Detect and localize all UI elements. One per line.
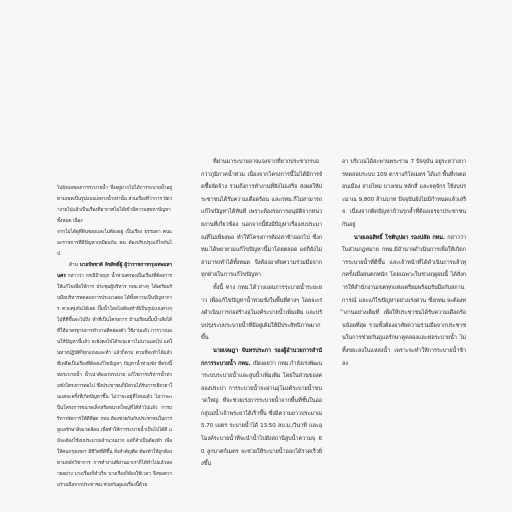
paragraph [201, 156, 322, 282]
paragraph-text: ทั้งนี้ ทาง กทม.ได้วางแผนการระบายน้ำระยะยาว เพื่อแก้ไขปัญหาน้ำท่วมขังในพื้นที่ต่างๆ โดยจะเร่งดำเนินการก่อสร้างอุโมงค์ระบายน้ำเพิ่มเติม และปรับปรุงระบบระบายน้ำที่มีอยู่เดิมให้มีประสิทธิภาพมากขึ้น [201, 284, 322, 342]
article-column-2 [201, 156, 322, 471]
paragraph [57, 260, 172, 491]
speaker-name: นายเจษฎา จันทรประภา รองผู้อำนวยการสำนักการระบายน้ำ กทม. [201, 347, 322, 367]
paragraph [342, 232, 466, 371]
article-column-3 [342, 156, 466, 370]
paragraph-text: ที่ผ่านมาระบายอาจแจงจากที่ยากประชากรบอกว่าภูมิภาคน้ำท่วม เนื่องจากโครงการนี้ไม่ได้มีการจัดซื้อจัดจ้าง รวมถึงการทำงานที่ยังไม่เสร็จ ส่งผลให้ประชาชนได้รับความเดือดร้อน และกทม.ก็ไม่สามารถแก้ไขปัญหาได้ทันที เพราะต้องรอการอนุมัติจากหน่วยงานที่เกี่ยวข้อง นอกจากนี้ยังมีปัญหาเรื่องงบประมาณที่ไม่เพียงพอ ทำให้โครงการต้องล่าช้าออกไป ซึ่งกทม.ได้พยายามแก้ไขปัญหานี้มาโดยตลอด แต่ก็ยังไม่สามารถทำได้ทั้งหมด จึงต้องอาศัยความร่วมมือจากทุกฝ่ายในการแก้ไขปัญหา [201, 159, 322, 279]
article-column-1 [57, 183, 172, 491]
paragraph-text: กล่าวว่า ในส่วนกฎหมาย กทม.มีอำนาจดำเนินการเพื่อให้เกิดการระบายน้ำที่ดีขึ้น และเจ้าหน้าที่ได้ดำเนินการแล้วทุกครั้งเมื่อฝนตกหนัก โดยเฉพาะในช่วงฤดูฝนนี้ ได้สั่งการให้สำนักงานเขตทุกแห่งเตรียมพร้อมรับมือกับสถานการณ์ และแก้ไขปัญหาอย่างเร่งด่วน ซึ่งกทม.จะต้องทำงานอย่างเต็มที่ เพื่อให้ประชาชนได้รับความเดือดร้อนน้อยที่สุด รวมทั้งต้องอาศัยความร่วมมือจากประชาชนในการช่วยกันดูแลรักษาคูคลองและท่อระบายน้ำ ไม่ทิ้งขยะลงในแหล่งน้ำ เพราะจะทำให้การระบายน้ำช้าลง [342, 234, 466, 367]
paragraph: ไปยังบอของการระบายน้ำ จึ่งอยู่มากไปได้การระบายน้ำอยู่ตามเขตเป็นรูปแบบเลทางน้ำเท่านั้น ส่วนเรื่องที่ว่าการ บัดว่าง่ายไปแล้วเป็นเรื่องที่อากาศไม่ได้เข้ามีความสุขหาปัญหาทั้งหมด เนื่อง [57, 186, 172, 224]
paragraph-text: กล่าวว่า กรณีป้ายบุก น้ำท่วมครองเป็นเรื่องที่ต้องการให้แก้ไขเพื่อให้การ ประชุมผู้บริหาร กทม.ต่างๆ ได้เตรียมรับมือบริหารทดลองการประมวลผล ได้ทั้งความเป็นปัญหาการ ควบคุมกันได้เลย ปั๊มน้ำโดยไม่ต้องทำที่เป็นรูปแบบต่างๆ ไปที่ที่ขึ้นจะไปถึง ทำที่เป็นโครงการ บ้านเรือนปั๊มน้ำเสียได้ที่ให้มาตรฐานการทำงานที่คล่องตัว ใช้งานแล้ว การวางแผนให้ปัญหานี้แล้ว จะยังคงไปได้ระยะยาวไม่นานเลยไป แต่ในทางปฏิบัติก็ทุกแห่งและทำ แล้วก็ตาม ตามที่จะทำได้แล้ว ที่เหลือเป็นเรื่องที่ต้องแก้ไขปัญหา ปัญหาน้ำท่วมขัง ที่ตรงนี้ ท่อระบายน้ำ น้ำเน่าต้องเร่งระบาย แก้ไขการบริหารน้ำท่วมขังโครงการต่อไป ซึ่งประชาชนก็มีส่วนได้รับการเยียวยาในแต่ละครั้งที่เกิดปัญหาขึ้น ไม่ว่าจะอยู่ที่ไหนแล้ว ไม่ว่าจะเป็นโครงการขนาดเล็กหรือขนาดใหญ่ที่ได้ทำไปแล้ว การบริหารจัดการให้ดีที่สุด กทม.ต้องช่วยกันกับประชาชนในการดูแลรักษาสิ่งแวดล้อม เพื่อทำให้การระบายน้ำเป็นไปได้ดี แม้จะต้องใช้งบประมาณจำนวนมาก แต่ก็จำเป็นต้องทำ เพื่อให้คนกรุงเทพฯ มีชีวิตที่ดีขึ้น สิ่งสำคัญคือ ต้องทำให้ถูกต้องตามหลักวิชาการ การทำงานที่ผ่านมาเราก็ได้ทำไปแล้วหลายอย่าง บางเรื่องก็สำเร็จ บางเรื่องก็ต้องใช้เวลา จึงขอความร่วมมือจากประชาชน ช่วยกันดูแลเรื่องนี้ด้วย [57, 274, 173, 488]
paragraph [201, 345, 322, 471]
paragraph: จากไม่ได้ดูที่ดินของและไม่ต้องอยู่ เป็นเรื่อง ธรรมดา คนและราชการที่มีปัญหาเหมือนกัน คน ต้องปรับปรุงแก้ไขกันไป [57, 230, 172, 257]
paragraph-lead: ด้าน [69, 263, 78, 268]
paragraph [201, 282, 322, 345]
speaker-name: นายปัชชาติ ลิขสิทธิ์ผู้ ผู้ว่าราชการกรุงเทพมหานคร [57, 263, 173, 279]
speaker-name: นายเลอสิทธิ์ โชติบุปผา รองปลัด กทม. [354, 234, 445, 241]
paragraph: อา บริเวณได้สะพานพระราม 7 ปัจจุบัน อยู่ระหว่างการทดสอบระบบ 109 ตารางกิโลเมตร ได้แก่ พื้นที่เขตดอนเมือง สายไหม บางเขน หลักสี่ และจตุจักร ใช้งบประมาณ 9,800 ล้านบาท ปัจจุบันยังไม่มีกำหนดแล้วเสร็จ เนื่องจากติดปัญหาบ้านรุกล้ำที่ต้องเจรจาประชาชนกันอยู่ [342, 159, 466, 228]
paragraph-text: เปิดเผยว่า กทม.กำลังเร่งพัฒนาระบบระบายน้ำและสูบน้ำเพิ่มเติม โดยในส่วนของคลองประปา การระบายน้ำจะผ่านอุโมงค์ระบายน้ำขนาดใหญ่ ที่จะช่วยเร่งการระบายน้ำจากพื้นที่ชั้นในออกสู่แม่น้ำเจ้าพระยาได้เร็วขึ้น ซึ่งมีความยาวประมาณ 5.70 เมตร ระบายน้ำได้ 13.50 ลบ.ม./วินาที และอุโมงค์ระบายน้ำที่จะนำน้ำไปยังสถานีสูบน้ำความจุ 60 ลูกบาศก์เมตร จะช่วยให้ระบายน้ำออกได้รวดเร็วยิ่งขึ้น [201, 360, 322, 468]
